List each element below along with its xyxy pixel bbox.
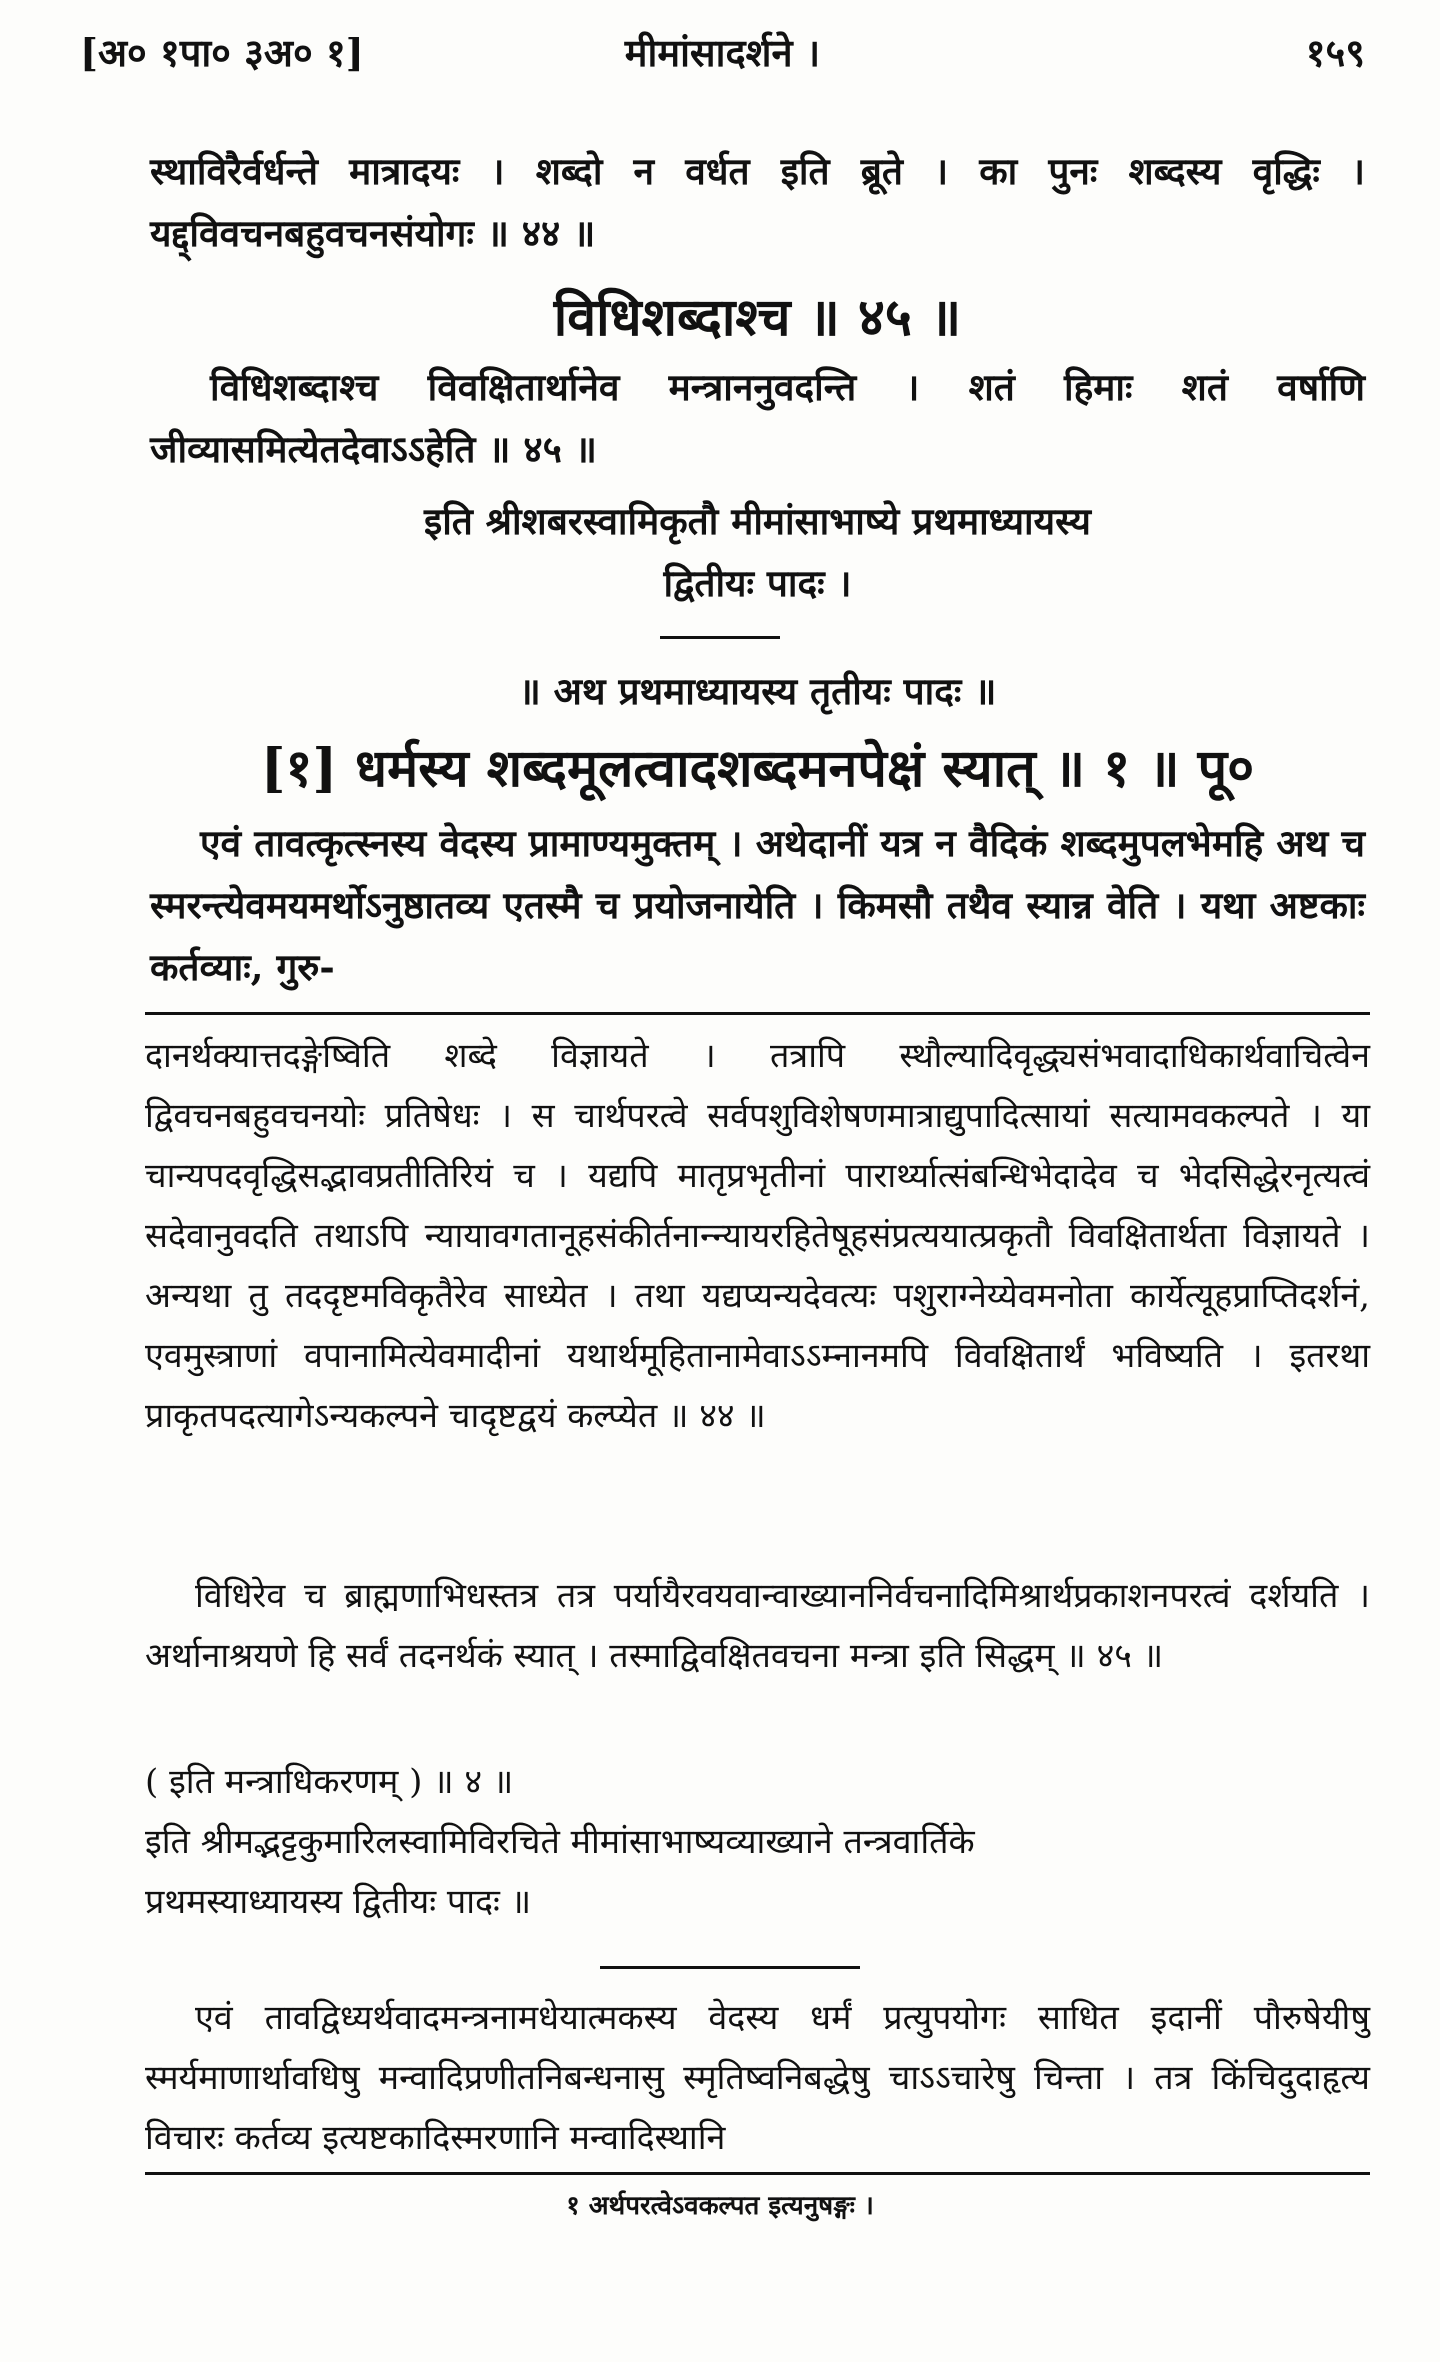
sutra-heading: [१] धर्मस्य शब्दमूलत्वादशब्दमनपेक्षं स्यात् ॥ १ ॥ पू० [260, 738, 1255, 799]
page-number: १५९ [1305, 30, 1365, 75]
commentary-paragraph: दानर्थक्यात्तदङ्गेष्विति शब्दे विज्ञायते । तत्रापि स्थौल्यादिवृद्ध्यसंभवादाधिकार्थवाचित्वेन द्विवचनबहुवचनयोः प्रतिषेधः । स चार्थपरत्वे सर्वपशुविशेषणमात्राद्युपादित्सायां सत्यामवकल्पते । या चान्यपदवृद्धिसद्भावप्रतीतिरियं च । यद्यपि मातृप्रभृतीनां पारार्थ्यात्संबन्धिभेदादेव च भेदसिद्धेरनृत्यत्वं सदेवानुवदति तथाऽपि न्यायावगतानूहसंकीर्तनान्न्यायरहितेषूहसंप्रत्ययात्प्रकृतौ विवक्षितार्थता विज्ञायते । अन्यथा तु तददृष्टमविकृतैरेव साध्येत । तथा यद्यप्यन्यदेवत्यः पशुराग्नेय्येवमनोता कार्येत्यूहप्राप्तिदर्शनं, एवमुस्त्राणां वपानामित्येवमादीनां यथार्थमूहितानामेवाऽऽम्नानमपि विवक्षितार्थं भविष्यति । इतरथा प्राकृतपदत्यागेऽन्यकल्पने चादृष्टद्वयं कल्प्येत ॥ ४४ ॥ [145, 1036, 1370, 1436]
running-header [80, 18, 1365, 78]
pada-heading: ॥ अथ प्रथमाध्यायस्य तृतीयः पादः ॥ [518, 669, 997, 713]
sutra-heading: विधिशब्दाश्च ॥ ४५ ॥ [553, 287, 962, 348]
running-title: मीमांसादर्शने । [624, 30, 821, 75]
footnote-divider [145, 2172, 1370, 2175]
commentary-paragraph: एवं तावद्विध्यर्थवादमन्त्रनामधेयात्मकस्य वेदस्य धर्मं प्रत्युपयोगः साधित इदानीं पौरुषेयीषु स्मर्यमाणार्थावधिषु मन्वादिप्रणीतनिबन्धनासु स्मृतिष्वनिबद्धेषु चाऽऽचारेषु चिन्ता । तत्र किंचिदुदाहृत्य विचारः कर्तव्य इत्यष्टकादिस्मरणानि मन्वादिस्थानि [145, 1998, 1370, 2158]
bhashya-paragraph: एवं तावत्कृत्स्नस्य वेदस्य प्रामाण्यमुक्तम् । अथेदानीं यत्र न वैदिकं शब्दमुपलभेमहि अथ च स्मरन्त्येवमयमर्थोऽनुष्ठातव्य एतस्मै च प्रयोजनायेति । किमसौ तथैव स्यान्न वेति । यथा अष्टकाः कर्तव्याः, गुरु- [150, 821, 1365, 989]
adhikarana-end: ( इति मन्त्राधिकरणम् ) ॥ ४ ॥ [145, 1762, 514, 1802]
section-divider [600, 1966, 860, 1969]
footnote: १ अर्थपरत्वेऽवकल्पत इत्यनुषङ्गः । [566, 2191, 874, 2221]
bhashya-paragraph: स्थाविरैर्वर्धन्ते मात्रादयः । शब्दो न वर्धत इति ब्रूते । का पुनः शब्दस्य वृद्धिः । यद्द्विवचनबहुवचनसंयोगः ॥ ४४ ॥ [150, 149, 1365, 255]
section-divider [660, 636, 780, 639]
bhashya-colophon: द्वितीयः पादः । [663, 561, 852, 605]
bhashya-colophon: इति श्रीशबरस्वामिकृतौ मीमांसाभाष्ये प्रथमाध्यायस्य [424, 499, 1091, 543]
bhashya-paragraph: विधिशब्दाश्च विवक्षितार्थानेव मन्त्राननुवदन्ति । शतं हिमाः शतं वर्षाणि जीव्यासमित्येतदेवाऽऽहेति ॥ ४५ ॥ [150, 365, 1365, 471]
commentary-colophon: प्रथमस्याध्यायस्य द्वितीयः पादः ॥ [145, 1882, 532, 1922]
column-divider [145, 1012, 1370, 1015]
commentary-colophon: इति श्रीमद्भट्टकुमारिलस्वामिविरचिते मीमांसाभाष्यव्याख्याने तन्त्रवार्तिके [145, 1822, 975, 1862]
commentary-paragraph: विधिरेव च ब्राह्मणाभिधस्तत्र तत्र पर्यायैरवयवान्वाख्याननिर्वचनादिमिश्रार्थप्रकाशनपरत्वं दर्शयति । अर्थानाश्रयणे हि सर्वं तदनर्थकं स्यात् । तस्माद्विवक्षितवचना मन्त्रा इति सिद्धम् ॥ ४५ ॥ [145, 1576, 1370, 1676]
section-reference: [अ० १पा० ३अ० १] [80, 30, 364, 75]
